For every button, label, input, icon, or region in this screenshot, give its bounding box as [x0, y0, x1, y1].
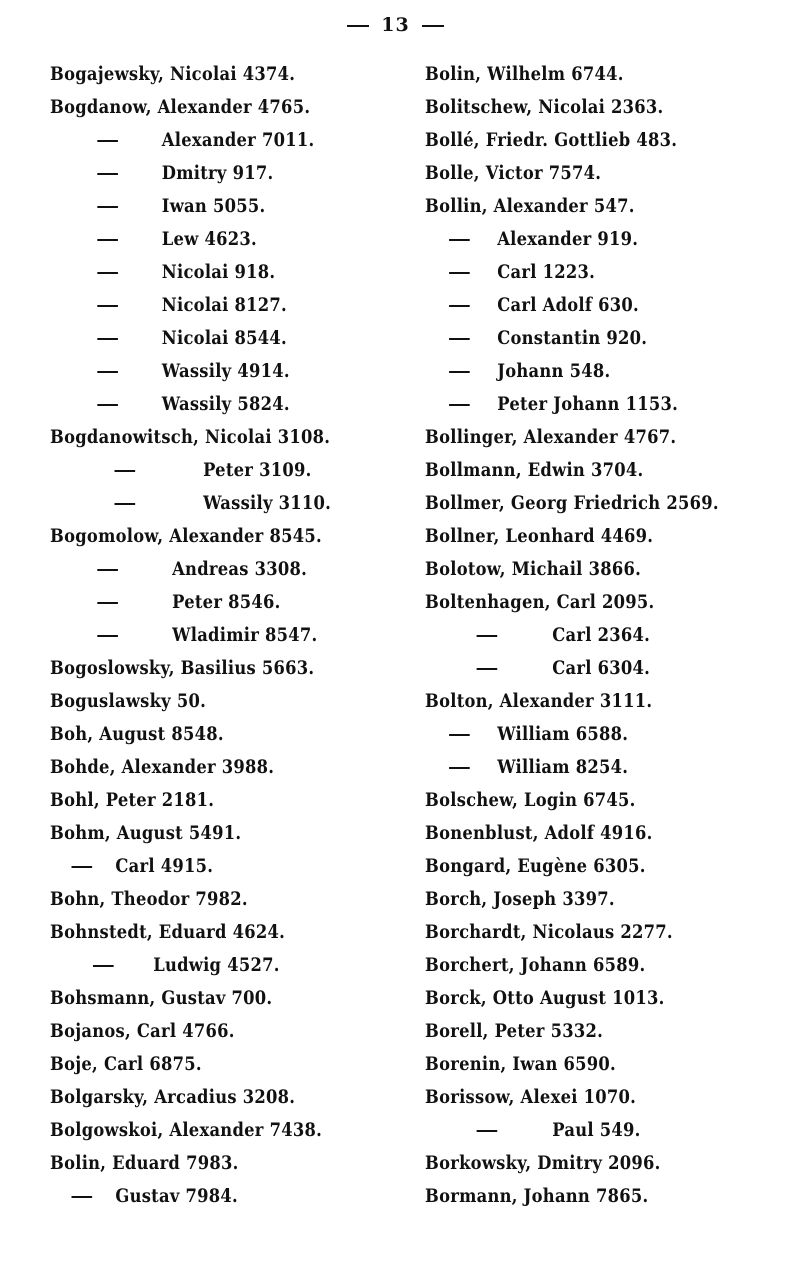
index-subentry [50, 1180, 351, 1213]
entry-text: Alexander 919. [497, 228, 639, 250]
index-subentry [50, 553, 351, 586]
ditto-dash [449, 734, 470, 736]
ditto-dash [449, 305, 470, 307]
right-column [425, 58, 785, 1213]
index-subentry [425, 256, 735, 289]
entry-text: Wassily 4914. [161, 360, 290, 382]
index-subentry [425, 652, 735, 685]
index-subentry [50, 850, 351, 883]
entry-text: Peter Johann 1153. [497, 393, 679, 415]
index-entry [50, 1147, 351, 1180]
ditto-dash [449, 338, 470, 340]
index-entry [50, 652, 351, 685]
entry-text: Bojanos, Carl 4766. [50, 1020, 235, 1042]
entry-text: Bollé, Friedr. Gottlieb 483. [425, 129, 678, 151]
entry-text: Lew 4623. [161, 228, 257, 250]
entry-text: Nicolai 8544. [161, 327, 288, 349]
index-subentry [50, 124, 351, 157]
index-subentry [50, 487, 351, 520]
index-entry [425, 157, 735, 190]
entry-text: Nicolai 918. [161, 261, 276, 283]
index-entry [425, 850, 735, 883]
ditto-dash [97, 602, 118, 604]
entry-text: Wassily 3110. [203, 492, 332, 514]
index-entry [425, 520, 735, 553]
entry-text: Bogomolow, Alexander 8545. [50, 525, 322, 547]
entry-text: Borissow, Alexei 1070. [425, 1086, 637, 1108]
index-entry [425, 586, 735, 619]
index-entry [50, 1114, 351, 1147]
entry-text: Carl 1223. [497, 261, 596, 283]
index-entry [425, 58, 735, 91]
index-subentry [425, 289, 735, 322]
entry-text: Bollmann, Edwin 3704. [425, 459, 644, 481]
header-dash-right [422, 25, 444, 27]
left-column [50, 58, 400, 1213]
ditto-dash [97, 239, 118, 241]
entry-text: Bollinger, Alexander 4767. [425, 426, 677, 448]
index-subentry [50, 949, 351, 982]
entry-text: William 8254. [497, 756, 629, 778]
ditto-dash [477, 1130, 498, 1132]
ditto-dash [449, 272, 470, 274]
index-entry [425, 685, 735, 718]
entry-text: Boh, August 8548. [50, 723, 224, 745]
entry-text: Bollmer, Georg Friedrich 2569. [425, 492, 719, 514]
index-subentry [50, 157, 351, 190]
index-subentry [425, 1114, 735, 1147]
ditto-dash [477, 668, 498, 670]
index-entry [425, 1081, 735, 1114]
entry-text: Wladimir 8547. [172, 624, 318, 646]
index-entry [425, 817, 735, 850]
index-entry [425, 553, 735, 586]
index-entry [425, 1180, 735, 1213]
entry-text: Bolgowskoi, Alexander 7438. [50, 1119, 323, 1141]
index-subentry [50, 454, 351, 487]
ditto-dash [115, 470, 136, 472]
index-subentry [50, 223, 351, 256]
entry-text: Carl 2364. [552, 624, 651, 646]
ditto-dash [97, 272, 118, 274]
ditto-dash [72, 866, 93, 868]
entry-text: Bogdanow, Alexander 4765. [50, 96, 311, 118]
index-subentry [425, 223, 735, 256]
index-entry [425, 190, 735, 223]
entry-text: Bolotow, Michail 3866. [425, 558, 642, 580]
ditto-dash [97, 140, 118, 142]
ditto-dash [449, 371, 470, 373]
index-subentry [50, 289, 351, 322]
entry-text: Ludwig 4527. [153, 954, 280, 976]
ditto-dash [93, 965, 114, 967]
entry-text: Peter 3109. [203, 459, 312, 481]
entry-text: William 6588. [497, 723, 629, 745]
index-subentry [425, 355, 735, 388]
entry-text: Iwan 5055. [161, 195, 266, 217]
entry-text: Carl 6304. [552, 657, 651, 679]
index-entry [425, 1048, 735, 1081]
index-subentry [425, 619, 735, 652]
header-dash-left [347, 25, 369, 27]
entry-text: Bollner, Leonhard 4469. [425, 525, 654, 547]
entry-text: Bohm, August 5491. [50, 822, 242, 844]
ditto-dash [97, 305, 118, 307]
entry-text: Bohl, Peter 2181. [50, 789, 215, 811]
entry-text: Peter 8546. [172, 591, 281, 613]
ditto-dash [97, 404, 118, 406]
entry-text: Carl 4915. [115, 855, 214, 877]
ditto-dash [449, 239, 470, 241]
entry-text: Bongard, Eugène 6305. [425, 855, 646, 877]
entry-text: Bonenblust, Adolf 4916. [425, 822, 653, 844]
index-entry [50, 784, 351, 817]
entry-text: Dmitry 917. [161, 162, 274, 184]
index-entry [50, 1015, 351, 1048]
entry-text: Borkowsky, Dmitry 2096. [425, 1152, 661, 1174]
ditto-dash [115, 503, 136, 505]
index-entry [425, 454, 735, 487]
entry-text: Borch, Joseph 3397. [425, 888, 615, 910]
index-entry [425, 91, 735, 124]
index-entry [425, 124, 735, 157]
entry-text: Bohsmann, Gustav 700. [50, 987, 273, 1009]
index-entry [425, 1147, 735, 1180]
index-subentry [50, 355, 351, 388]
index-subentry [50, 190, 351, 223]
entry-text: Bohn, Theodor 7982. [50, 888, 248, 910]
index-entry [50, 421, 351, 454]
entry-text: Andreas 3308. [172, 558, 308, 580]
entry-text: Borchert, Johann 6589. [425, 954, 646, 976]
entry-text: Wassily 5824. [161, 393, 290, 415]
index-entry [425, 487, 735, 520]
entry-text: Constantin 920. [497, 327, 648, 349]
entry-text: Alexander 7011. [161, 129, 315, 151]
entry-text: Bolin, Wilhelm 6744. [425, 63, 624, 85]
entry-text: Bolle, Victor 7574. [425, 162, 602, 184]
index-entry [50, 718, 351, 751]
entry-text: Boje, Carl 6875. [50, 1053, 202, 1075]
entry-text: Boltenhagen, Carl 2095. [425, 591, 655, 613]
index-entry [425, 883, 735, 916]
index-entry [50, 58, 351, 91]
index-entry [425, 949, 735, 982]
entry-text: Borell, Peter 5332. [425, 1020, 604, 1042]
ditto-dash [97, 206, 118, 208]
index-subentry [425, 751, 735, 784]
entry-text: Paul 549. [552, 1119, 641, 1141]
entry-text: Bohde, Alexander 3988. [50, 756, 275, 778]
entry-text: Nicolai 8127. [161, 294, 288, 316]
entry-text: Gustav 7984. [115, 1185, 238, 1207]
index-entry [50, 1048, 351, 1081]
index-entry [425, 916, 735, 949]
entry-text: Bogdanowitsch, Nicolai 3108. [50, 426, 331, 448]
index-entry [425, 784, 735, 817]
index-subentry [425, 322, 735, 355]
index-subentry [50, 388, 351, 421]
index-entry [50, 1081, 351, 1114]
ditto-dash [97, 173, 118, 175]
entry-text: Bolin, Eduard 7983. [50, 1152, 239, 1174]
index-entry [50, 982, 351, 1015]
index-subentry [50, 256, 351, 289]
entry-text: Bolton, Alexander 3111. [425, 690, 653, 712]
index-entry [50, 685, 351, 718]
index-subentry [425, 718, 735, 751]
index-subentry [50, 322, 351, 355]
ditto-dash [97, 338, 118, 340]
ditto-dash [72, 1196, 93, 1198]
entry-text: Carl Adolf 630. [497, 294, 639, 316]
entry-text: Bolitschew, Nicolai 2363. [425, 96, 664, 118]
index-entry [50, 520, 351, 553]
entry-text: Bormann, Johann 7865. [425, 1185, 649, 1207]
index-subentry [425, 388, 735, 421]
index-subentry [50, 619, 351, 652]
ditto-dash [449, 767, 470, 769]
index-entry [50, 916, 351, 949]
index-entry [50, 751, 351, 784]
index-entry [50, 91, 351, 124]
index-entry [50, 883, 351, 916]
page-number: 13 [381, 14, 410, 36]
index-entry [425, 1015, 735, 1048]
page-header [0, 14, 791, 36]
entry-text: Borck, Otto August 1013. [425, 987, 665, 1009]
entry-text: Johann 548. [497, 360, 611, 382]
ditto-dash [97, 371, 118, 373]
index-entry [50, 817, 351, 850]
index-entry [425, 982, 735, 1015]
ditto-dash [477, 635, 498, 637]
entry-text: Bollin, Alexander 547. [425, 195, 635, 217]
entry-text: Boguslawsky 50. [50, 690, 207, 712]
ditto-dash [97, 569, 118, 571]
entry-text: Bolschew, Login 6745. [425, 789, 636, 811]
entry-text: Borenin, Iwan 6590. [425, 1053, 617, 1075]
entry-text: Bogoslowsky, Basilius 5663. [50, 657, 315, 679]
index-subentry [50, 586, 351, 619]
entry-text: Bolgarsky, Arcadius 3208. [50, 1086, 296, 1108]
ditto-dash [449, 404, 470, 406]
index-entry [425, 421, 735, 454]
entry-text: Bogajewsky, Nicolai 4374. [50, 63, 296, 85]
entry-text: Borchardt, Nicolaus 2277. [425, 921, 673, 943]
ditto-dash [97, 635, 118, 637]
entry-text: Bohnstedt, Eduard 4624. [50, 921, 286, 943]
